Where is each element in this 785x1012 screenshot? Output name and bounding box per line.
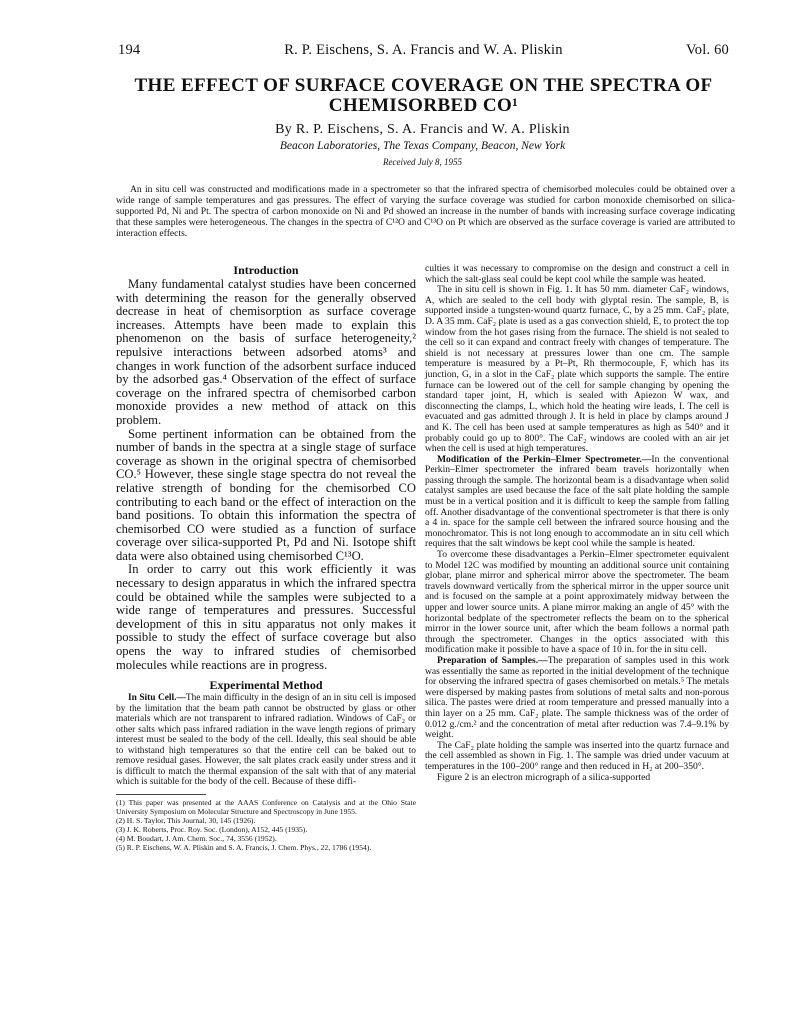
footnote: (5) R. P. Eischens, W. A. Pliskin and S. A. Francis, J. Chem. Phys., 22, 1786 (1954). — [116, 842, 372, 852]
page-header — [118, 42, 729, 62]
preparation-runin-heading: Preparation of Samples.— — [437, 654, 548, 666]
running-head: R. P. Eischens, S. A. Francis and W. A. Pliskin — [284, 42, 563, 58]
insitu-text: The main difficulty in the design of an in situ cell is imposed by the limitation that the beam path cannot be obstructed by glass or other materials which are not transparent to infrared radiation. Windows of CaF₂ or other salts which pass infrared radiation in the wave length regions of primary interest must be sealed to the body of the cell. Ideally, this seal should be able to withstand high temperatures so that the entire cell can be baked out to remove residual gases. However, the salt plates crack easily under stress and it is difficult to match the thermal expansion of the salt with that of any material which is suitable for the body of the cell. Because of these diffi- — [116, 693, 416, 788]
page-number: 194 — [118, 42, 141, 58]
preparation-paragraph — [425, 656, 729, 741]
modification-paragraph — [425, 455, 729, 550]
volume-number: Vol. 60 — [685, 42, 729, 58]
right-column — [425, 264, 729, 783]
introduction-heading: Introduction — [233, 263, 299, 277]
intro-paragraph: In order to carry out this work efficiently it was necessary to design apparatus in which the infrared spectra could be obtained while the samples were subjected to a wide range of temperatures and pressures. Successful development of this in situ apparatus not only makes it possible to study the effect of surface coverage but also opens the way to infrared studies of chemisorbed molecules while reactions are in progress. — [116, 562, 416, 672]
received-date: Received July 8, 1955 — [383, 157, 462, 167]
experimental-heading: Experimental Method — [209, 678, 323, 693]
modification-runin-heading: Modification of the Perkin–Elmer Spectrometer.— — [437, 453, 652, 465]
left-column — [116, 263, 416, 852]
optics-paragraph: To overcome these disadvantages a Perkin–Elmer spectrometer equivalent to Model 12C was modified by mounting an additional source unit containing globar, plane mirror and spherical mirror above the spectrometer. The beam travels downward vertically from the spherical mirror in the upper source unit and is focused on the sample at a point approximately midway between the upper and lower source units. A plane mirror making an angle of 45° with the horizontal bedplate of the spectrometer reflects the beam on to the spherical mirror in the lower source unit, after which the beam follows a normal path through the spectrometer. Changes in the optics associated with this modification make it possible to have a space of 10 in. for the in situ cell. — [425, 549, 729, 656]
footnote: (4) M. Boudart, J. Am. Chem. Soc., 74, 3556 (1952). — [116, 833, 277, 843]
intro-paragraph: Some pertinent information can be obtained from the number of bands in the spectra at a single stage of surface coverage as shown in the original spectra of chemisorbed CO.⁵ However, these single stage spectra do not reveal the relative strength of bonding for the chemisorbed CO contributing to each band or the effect of interaction on the band positions. To obtain this information the spectra of chemisorbed CO were studied as a function of surface coverage over silica-supported Pt, Pd and Ni. Isotope shift data were also obtained using chemisorbed C¹³O. — [116, 426, 416, 563]
insitu-paragraph — [116, 693, 416, 788]
affiliation: Beacon Laboratories, The Texas Company, Beacon, New York — [279, 140, 566, 152]
modification-text: In the conventional Perkin–Elmer spectrometer the infrared beam travels horizontally when passing through the sample. The horizontal beam is a disadvantage when solid catalyst samples are used because the face of the salt plate holding the sample must be in a vertical position and it is difficult to keep the sample from falling off. Another disadvantage of the conventional spectrometer is that there is only a 4 in. space for the sample cell between the infrared source housing and the monochromator. This is not long enough to accommodate an in situ cell which requires that the salt windows be kept cool while the sample is heated. — [425, 453, 729, 550]
footnote-rule — [116, 794, 206, 795]
insitu-runin-heading: In Situ Cell.— — [128, 693, 186, 704]
continued-paragraph: culties it was necessary to compromise on the design and construct a cell in which the salt-glass seal could be kept cool while the sample was heated. — [425, 263, 729, 285]
footnote: (2) H. S. Taylor, This Journal, 30, 145 (1926). — [116, 815, 256, 825]
sample-paragraph: The CaF₂ plate holding the sample was inserted into the quartz furnace and the cell assembled as shown in Fig. 1. The sample was dried under vacuum at temperatures in the 100–200° range and then reduced in H₂ at 200–350°. — [425, 739, 729, 772]
abstract: An in situ cell was constructed and modifications made in a spectrometer so that the infrared spectra of chemisorbed molecules could be obtained over a wide range of sample temperatures and gas pressures. The effect of varying the surface coverage was studied for carbon monoxide chemisorbed on silica-supported Pd, Ni and Pt. The spectra of carbon monoxide on Ni and Pd showed an increase in the number of bands with increasing surface coverage indicating that these samples were heterogeneous. The changes in the spectra of C¹²O and C¹³O on Pt which are observed as the surface coverage is varied are attributed to interaction effects. — [116, 184, 735, 239]
cell-description-paragraph: The in situ cell is shown in Fig. 1. It has 50 mm. diameter CaF₂ windows, A, which are sealed to the cell body with glyptal resin. The sample, B, is supported inside a tungsten-wound quartz furnace, C, by a 25 mm. CaF₂ plate, D. A 35 mm. CaF₂ plate is used as a gas convection shield, E, to protect the top window from the hot gases rising from the furnace. The shield is not sealed to the cell so it can expand and contract freely with changes of temperature. The shield is not necessary at pressures lower than one cm. The sample temperature is measured by a Pt–Pt, Rh thermocouple, F, which has its junction, G, in a slot in the CaF₂ plate which supports the sample. The entire furnace can be lowered out of the cell for sample changing by opening the standard taper joint, H, which is sealed with Apiezon W wax, and disconnecting the clamps, L, which hold the heating wire leads, I. The cell is evacuated and gas admitted through J. It is held in place by clamps around J and K. The cell has been used at sample temperatures as high as 540° and it probably could go up to 800°. The CaF₂ windows are cooled with an air jet when the cell is used at high temperatures. — [425, 284, 729, 455]
footnote: (3) J. K. Roberts, Proc. Roy. Soc. (London), A152, 445 (1935). — [116, 824, 308, 834]
figure-reference-paragraph: Figure 2 is an electron micrograph of a silica-supported — [437, 771, 651, 783]
author-byline: By R. P. Eischens, S. A. Francis and W. A. Pliskin — [275, 122, 570, 137]
preparation-text: The preparation of samples used in this work was essentially the same as reported in the initial development of the technique for observing the infrared spectra of gases chemisorbed on metals.⁵ The metals were dispersed by making pastes from solutions of metal salts and non-porous silica. The pastes were dried at room temperature and pressed manually into a thin layer on a 25 mm. CaF₂ plate. The sample thickness was of the order of 0.012 g./cm.² and the concentration of metal after reduction was 7.4–9.1% by weight. — [425, 654, 729, 741]
article-title: THE EFFECT OF SURFACE COVERAGE ON THE SPECTRA OF CHEMISORBED CO¹ — [134, 75, 713, 116]
footnote: (1) This paper was presented at the AAAS Conference on Catalysis and at the Ohio State University Symposium on Molecular Structure and Spectroscopy in June 1955. — [116, 797, 416, 816]
intro-paragraph: Many fundamental catalyst studies have been concerned with determining the reason for the generally observed decrease in heat of chemisorption as surface coverage increases. Attempts have been made to explain this phenomenon on the basis of surface heterogeneity,² repulsive interactions between adsorbed atoms³ and changes in work function of the adsorbent surface induced by the adsorbed gas.⁴ Observation of the effect of surface coverage on the infrared spectra of chemisorbed carbon monoxide provides a new method of attack on this problem. — [116, 277, 416, 427]
